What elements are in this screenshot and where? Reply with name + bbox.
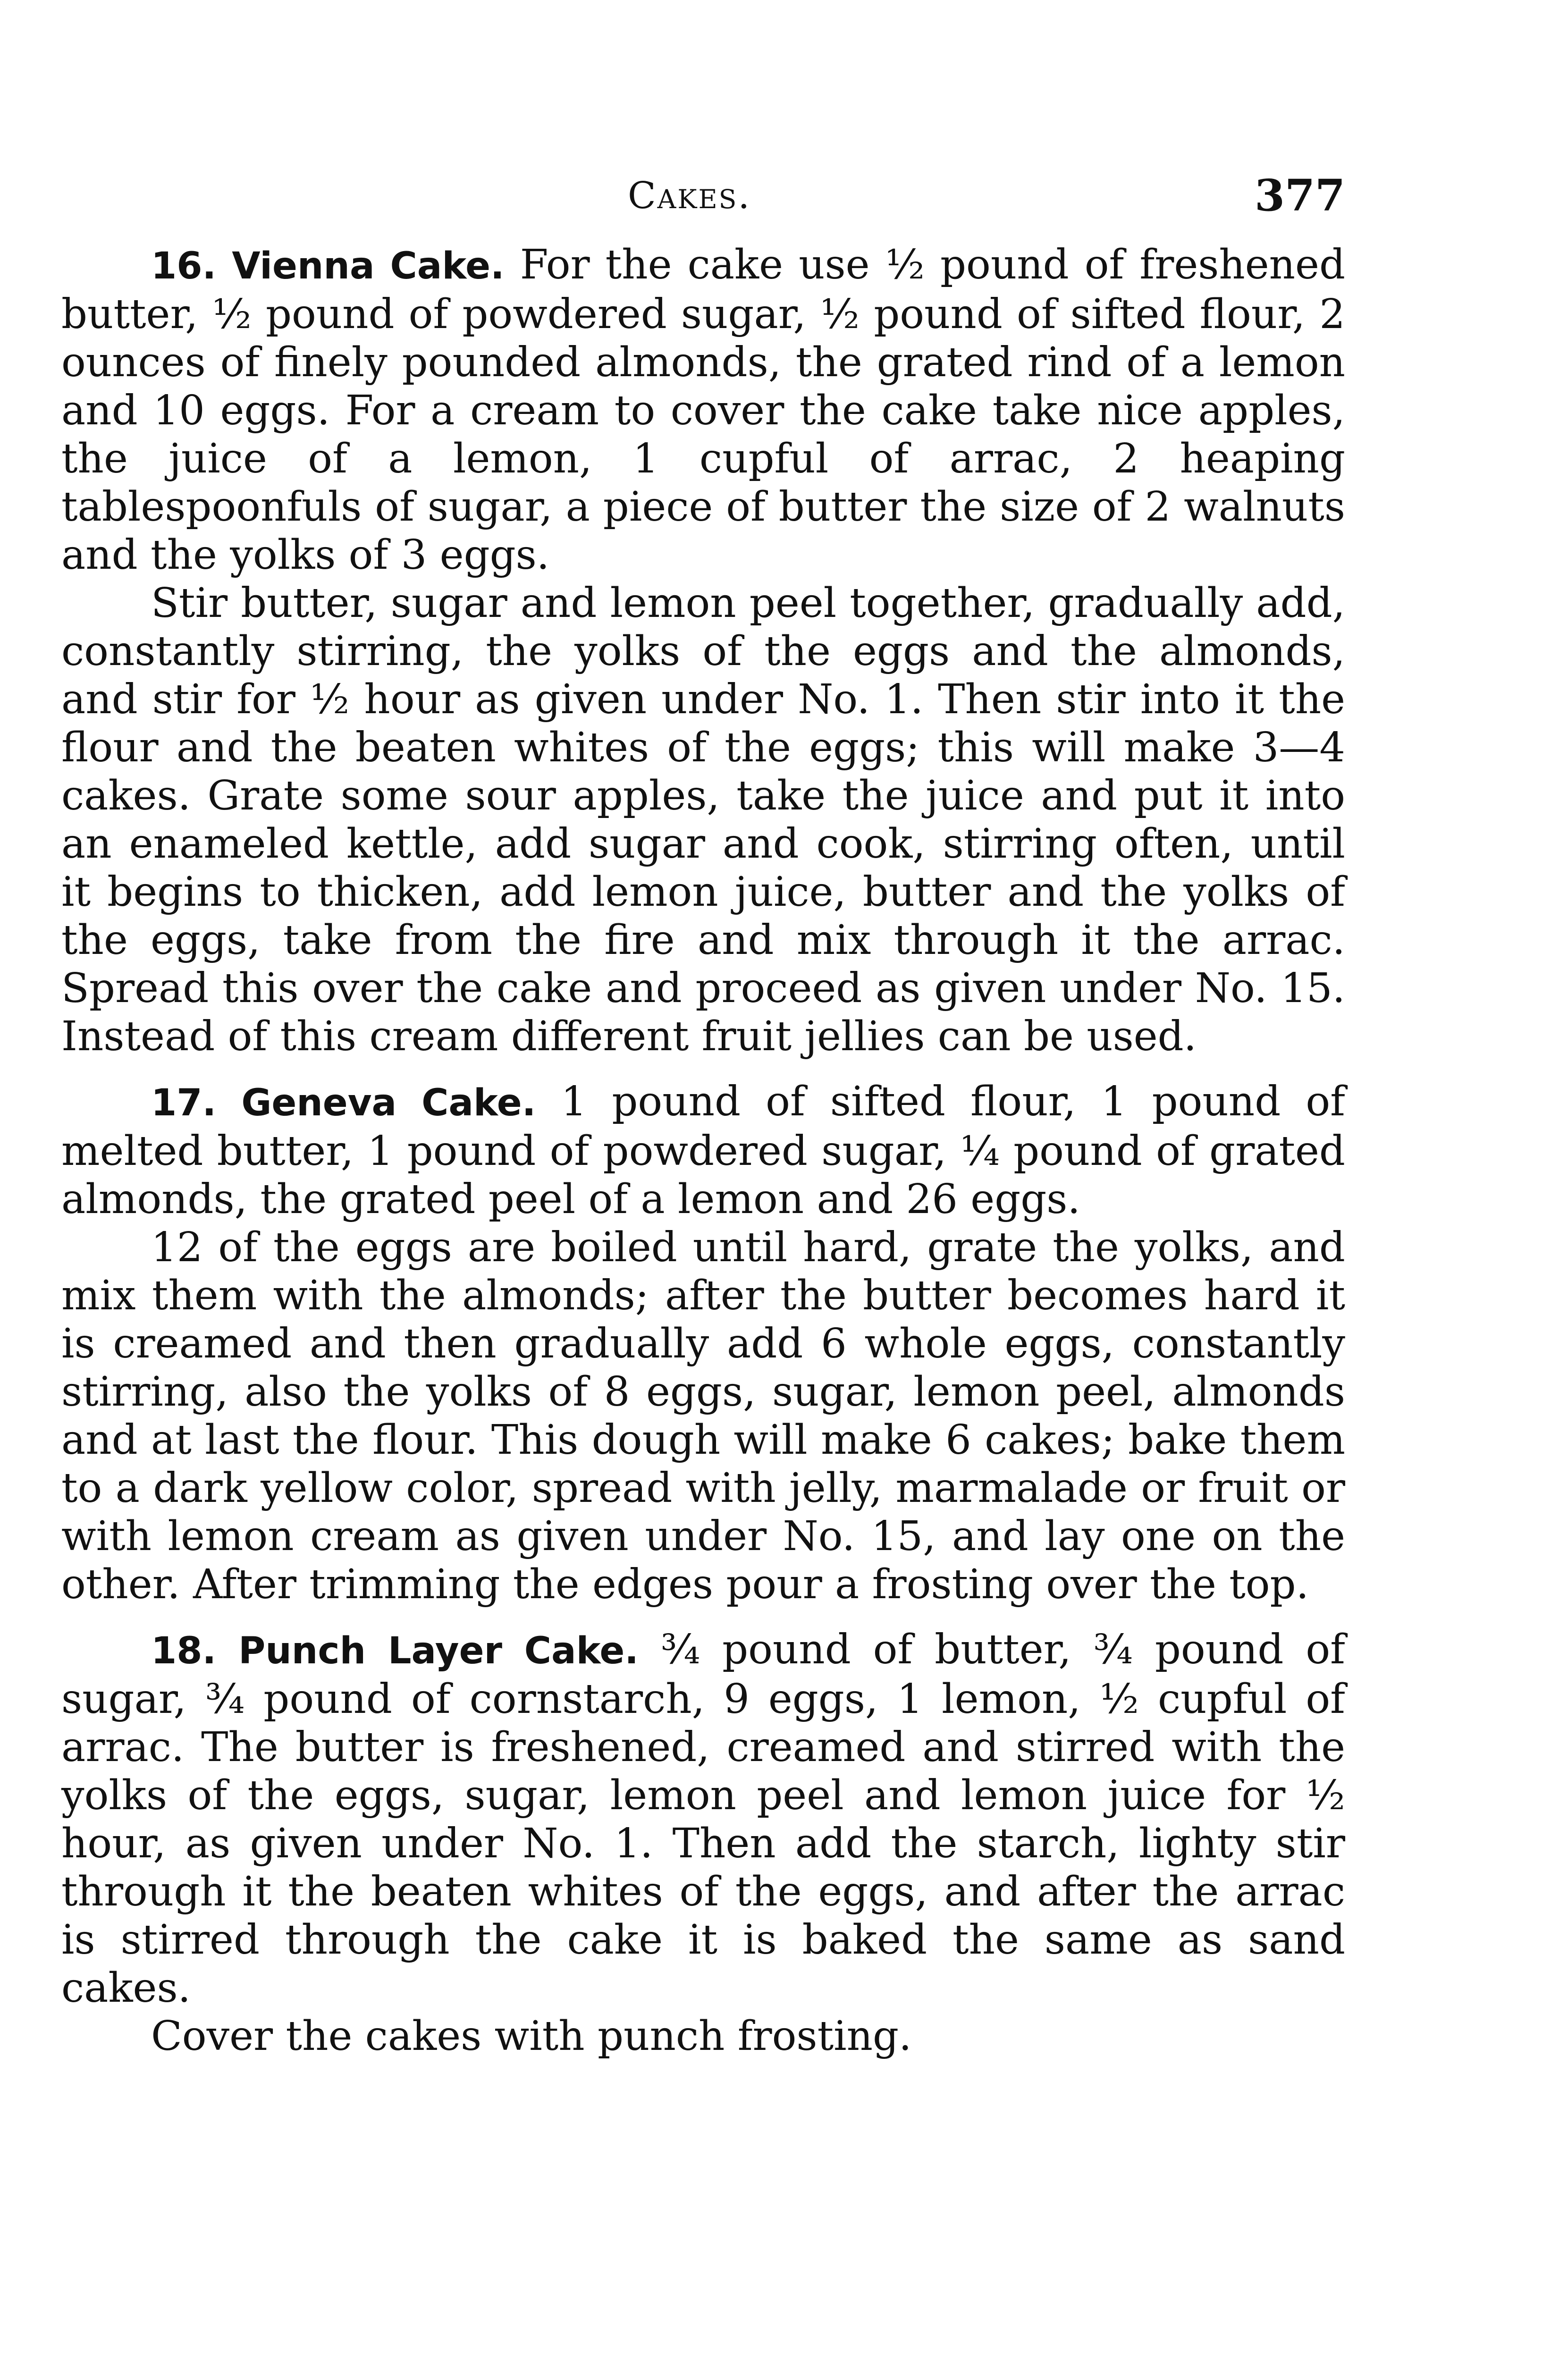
recipe-number: 18.: [151, 1630, 217, 1672]
book-page: [61, 170, 1345, 2060]
recipe-paragraph: [61, 241, 1345, 579]
recipe-paragraph: [61, 1626, 1345, 2012]
recipe-title: Punch Layer Cake.: [238, 1630, 639, 1672]
recipe-number: 17.: [151, 1082, 217, 1124]
recipe-paragraph: Stir butter, sugar and lemon peel together, gradually add, constantly stirring, the yolks of the eggs and the almonds, and stir for ½ hour as given under No. 1. Then stir into it the flour and the beaten whites of the eggs; this will make 3—4 cakes. Grate some sour apples, take the juice and put it into an enameled kettle, add sugar and cook, stirring often, until it begins to thicken, add lemon juice, butter and the yolks of the eggs, take from the fire and mix through it the arrac. Spread this over the cake and proceed as given under No. 15. Instead of this cream different fruit jellies can be used.: [61, 580, 1345, 1060]
recipe-text: For the cake use ½ pound of freshened butter, ½ pound of powdered sugar, ½ pound of sifted flour, 2 ounces of finely pounded almonds, the grated rind of a lemon and 10 eggs. For a cream to cover the cake take nice apples, the juice of a lemon, 1 cupful of arrac, 2 heaping tablespoonfuls of sugar, a piece of butter the size of 2 walnuts and the yolks of 3 eggs.: [61, 241, 1345, 579]
recipe-vienna-cake: [61, 241, 1345, 1061]
recipe-paragraph: [61, 1078, 1345, 1223]
recipe-paragraph: Cover the cakes with punch frosting.: [151, 2013, 912, 2060]
recipe-title: Vienna Cake.: [232, 245, 505, 287]
recipe-text: ¾ pound of butter, ¾ pound of sugar, ¾ pound of cornstarch, 9 eggs, 1 lemon, ½ cupful of arrac. The butter is freshened, creamed and stirred with the yolks of the eggs, sugar, lemon peel and lemon juice for ½ hour, as given under No. 1. Then add the starch, lighty stir through it the beaten whites of the eggs, and after the arrac is stirred through the cake it is baked the same as sand cakes.: [61, 1626, 1345, 2012]
running-header: [61, 170, 1345, 222]
recipe-paragraph: 12 of the eggs are boiled until hard, grate the yolks, and mix them with the almonds; after the butter becomes hard it is creamed and then gradually add 6 whole eggs, constantly stirring, also the yolks of 8 eggs, sugar, lemon peel, almonds and at last the flour. This dough will make 6 cakes; bake them to a dark yellow color, spread with jelly, marmalade or fruit or with lemon cream as given under No. 15, and lay one on the other. After trimming the edges pour a frosting over the top.: [61, 1224, 1345, 1608]
recipe-geneva-cake: [61, 1078, 1345, 1609]
recipe-text: 1 pound of sifted flour, 1 pound of melted butter, 1 pound of powdered sugar, ¼ pound of grated almonds, the grated peel of a lemon and 26 eggs.: [61, 1078, 1345, 1223]
recipe-number: 16.: [151, 245, 217, 287]
recipe-punch-layer-cake: [61, 1626, 1345, 2060]
running-title: Cakes.: [628, 175, 751, 217]
recipe-title: Geneva Cake.: [241, 1082, 536, 1124]
page-number: 377: [1254, 170, 1345, 221]
